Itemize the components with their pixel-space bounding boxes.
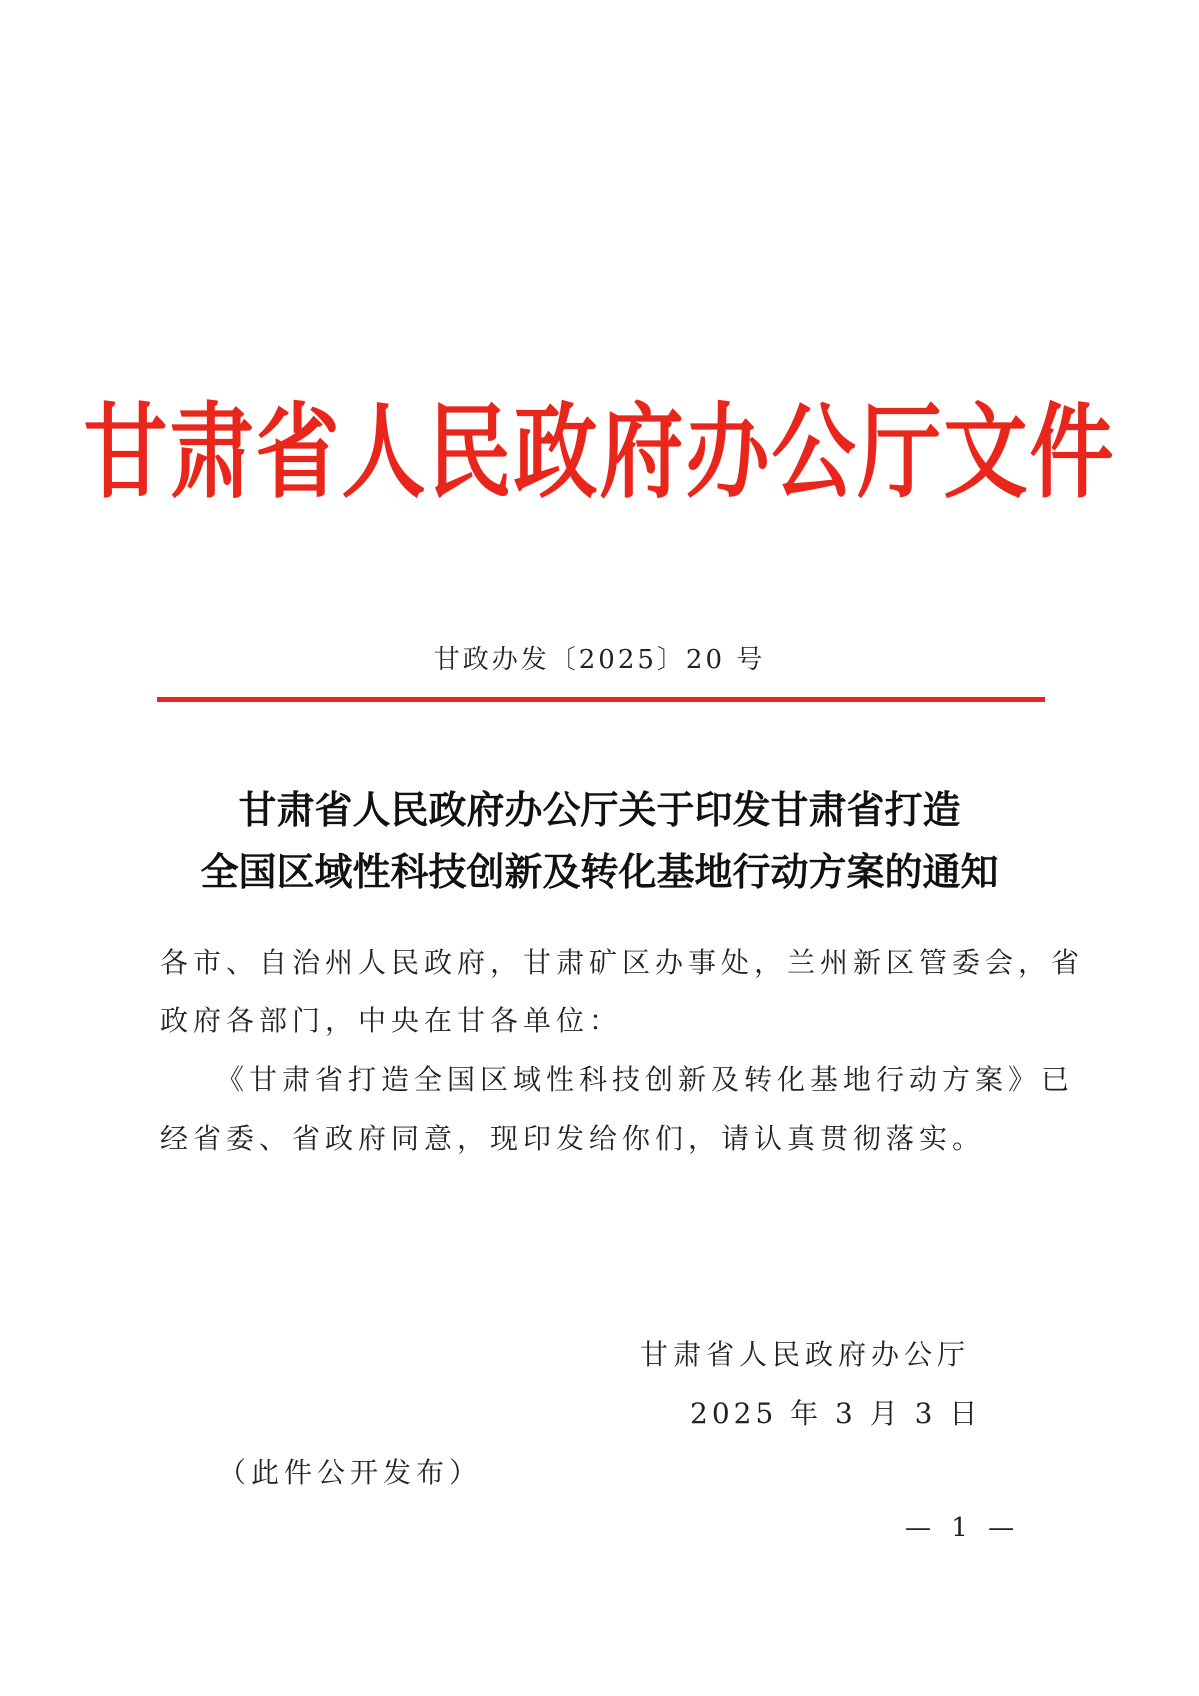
red-divider-line <box>157 697 1045 702</box>
document-title-line-2: 全国区域性科技创新及转化基地行动方案的通知 <box>200 849 999 894</box>
public-release-note: （此件公开发布） <box>218 1456 483 1489</box>
signature-date: 2025 年 3 月 3 日 <box>690 1397 982 1430</box>
recipients-line-2: 政府各部门，中央在甘各单位： <box>160 1004 623 1037</box>
body-paragraph-line-1: 《甘肃省打造全国区域性科技创新及转化基地行动方案》已 <box>216 1063 1075 1096</box>
body-paragraph-line-2: 经省委、省政府同意，现印发给你们，请认真贯彻落实。 <box>160 1122 986 1155</box>
signature-organization: 甘肃省人民政府办公厅 <box>640 1338 971 1371</box>
document-number: 甘政办发〔2025〕20 号 <box>433 645 766 675</box>
document-title-line-1: 甘肃省人民政府办公厅关于印发甘肃省打造 <box>238 787 961 832</box>
recipients-line-1: 各市、自治州人民政府，甘肃矿区办事处，兰州新区管委会，省 <box>160 946 1085 979</box>
page-number: — 1 — <box>905 1513 1021 1543</box>
masthead-title: 甘肃省人民政府办公厅文件 <box>83 391 1116 512</box>
